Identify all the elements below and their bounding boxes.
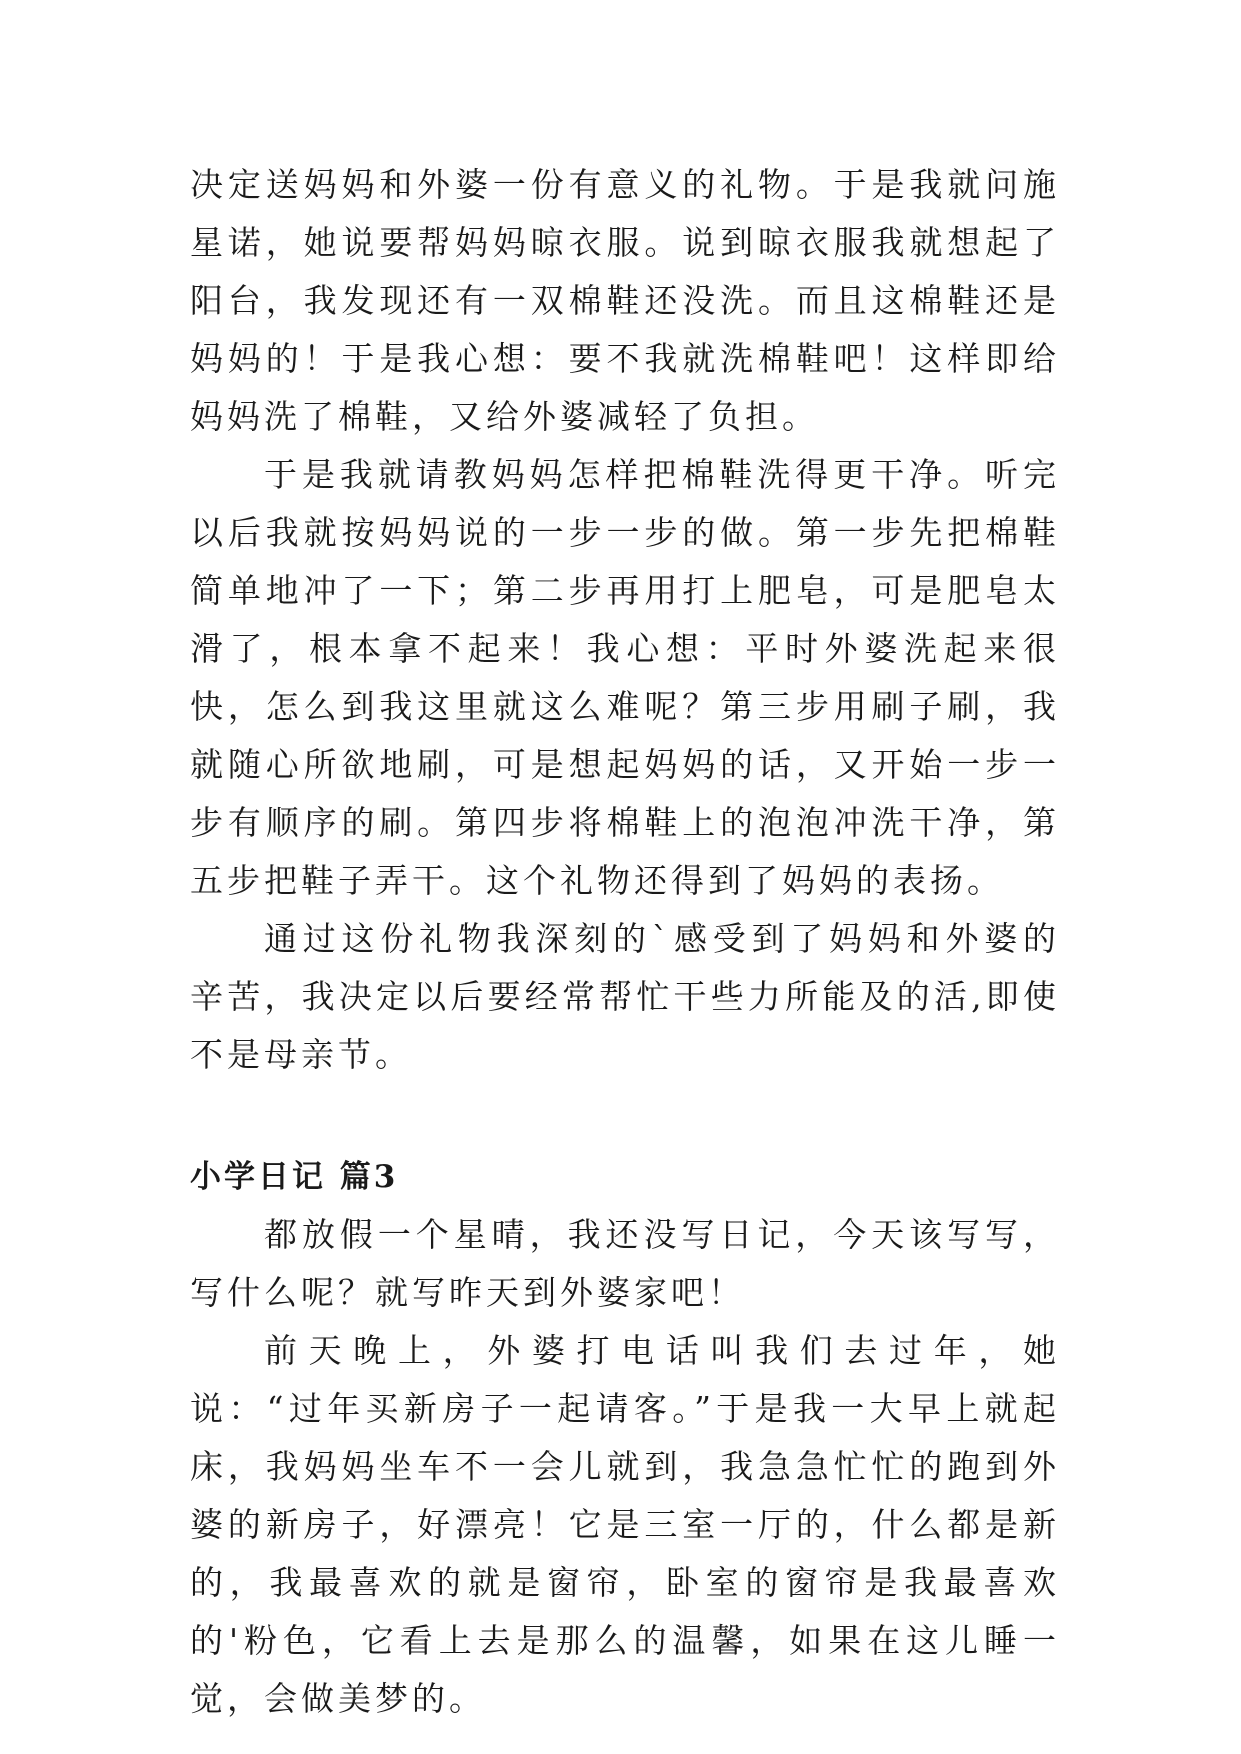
section-heading: 小学日记 篇3 — [190, 1159, 399, 1195]
paragraph-washing-shoes: 于是我就请教妈妈怎样把棉鞋洗得更干净。听完以后我就按妈妈说的一步一步的做。第一步先把棉鞋简单地冲了一下；第二步再用打上肥皂，可是肥皂太滑了，根本拿不起来！我心想：平时外婆洗起来很快，怎么到我这里就这么难呢？第三步用刷子刷，我就随心所欲地刷，可是想起妈妈的话，又开始一步一步有顺序的刷。第四步将棉鞋上的泡泡冲洗干净，第五步把鞋子弄干。这个礼物还得到了妈妈的表扬。 — [190, 455, 1060, 900]
paragraph-gift-decision: 决定送妈妈和外婆一份有意义的礼物。于是我就问施星诺，她说要帮妈妈晾衣服。说到晾衣服我就想起了阳台，我发现还有一双棉鞋还没洗。而且这棉鞋还是妈妈的！于是我心想：要不我就洗棉鞋吧！这样即给妈妈洗了棉鞋，又给外婆减轻了负担。 — [190, 165, 1060, 436]
paragraph-conclusion: 通过这份礼物我深刻的`感受到了妈妈和外婆的辛苦，我决定以后要经常帮忙干些力所能及的活,即使不是母亲节。 — [190, 919, 1060, 1074]
document-body — [190, 156, 1060, 1728]
paragraph-holiday: 都放假一个星晴，我还没写日记，今天该写写，写什么呢？就写昨天到外婆家吧！ — [190, 1215, 1060, 1312]
paragraph-grandma-house: 前天晚上，外婆打电话叫我们去过年，她说：“过年买新房子一起请客。”于是我一大早上就起床，我妈妈坐车不一会儿就到，我急急忙忙的跑到外婆的新房子，好漂亮！它是三室一厅的，什么都是新的，我最喜欢的就是窗帘，卧室的窗帘是我最喜欢的'粉色，它看上去是那么的温馨，如果在这儿睡一觉，会做美梦的。 — [190, 1331, 1060, 1718]
